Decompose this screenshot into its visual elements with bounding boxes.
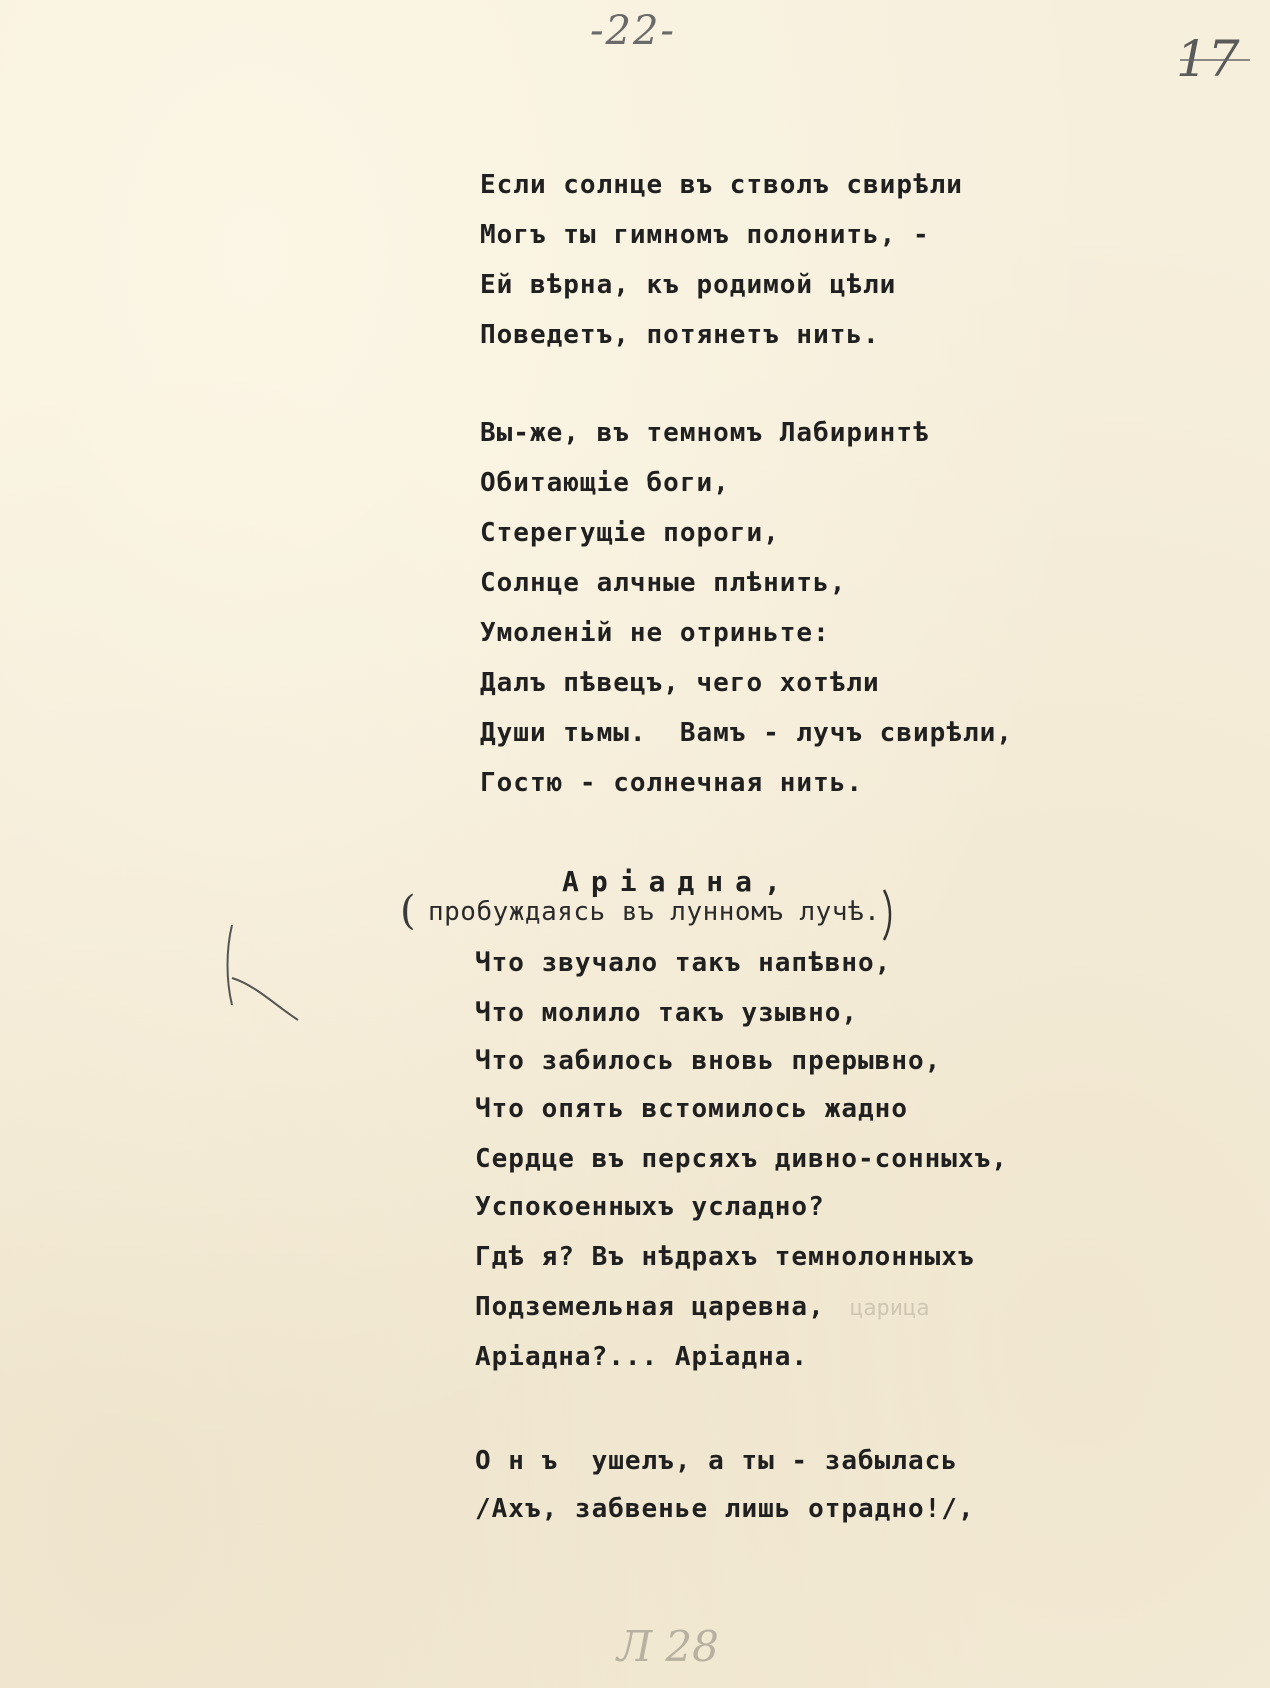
close-parenthesis-mark — [884, 890, 890, 940]
open-parenthesis: ( — [400, 888, 416, 934]
stanza2-line-3: Стерегущіе пороги, — [480, 518, 780, 548]
stanza2-line-8: Гостю - солнечная нить. — [480, 768, 864, 798]
section-subtitle: пробуждаясь въ лунномъ лучѣ. — [428, 897, 881, 927]
page-number-corner: 17 — [1176, 30, 1240, 88]
stanza3-line-5: Сердце въ персяхъ дивно-сонныхъ, — [475, 1144, 1008, 1174]
page-number-bottom: Л 28 — [617, 1622, 719, 1671]
stanza1-line-2: Могъ ты гимномъ полонить, - — [480, 220, 930, 250]
stanza2-line-4: Солнце алчные плѣнить, — [480, 568, 847, 598]
stanza1-line-4: Поведетъ, потянетъ нить. — [480, 320, 880, 350]
section-title: Аріадна, — [562, 865, 793, 898]
stanza3-line-8: Подземельная царевна, — [475, 1292, 825, 1322]
stanza3-line-4: Что опять встомилось жадно — [475, 1094, 908, 1124]
stanza2-line-7: Души тьмы. Вамъ - лучъ свирѣли, — [480, 718, 1013, 748]
margin-bracket-mark — [228, 925, 233, 1005]
margin-arrow-mark — [232, 978, 298, 1020]
stanza2-line-1: Вы-же, въ темномъ Лабиринтѣ — [480, 418, 930, 448]
stanza3-line-7: Гдѣ я? Въ нѣдрахъ темнолонныхъ — [475, 1242, 975, 1272]
stanza1-line-3: Ей вѣрна, къ родимой цѣли — [480, 270, 897, 300]
stanza3-line-6: Успокоенныхъ усладно? — [475, 1192, 825, 1222]
stanza4-line-1: О н ъ ушелъ, а ты - забылась — [475, 1446, 958, 1476]
stanza2-line-5: Умоленій не отриньте: — [480, 618, 830, 648]
stanza2-line-2: Обитающіе боги, — [480, 468, 730, 498]
stanza3-line-2: Что молило такъ узывно, — [475, 998, 859, 1028]
stanza4-line-2: /Ахъ, забвенье лишь отрадно!/, — [475, 1494, 975, 1524]
stanza3-line-3: Что забилось вновь прерывно, — [475, 1046, 942, 1076]
stanza3-line-1: Что звучало такъ напѣвно, — [475, 948, 892, 978]
stanza1-line-1: Если солнце въ стволъ свирѣли — [480, 170, 963, 200]
stanza2-line-6: Далъ пѣвецъ, чего хотѣли — [480, 668, 880, 698]
page-number-top: -22- — [590, 8, 676, 54]
faded-annotation: царица — [850, 1296, 930, 1321]
stanza3-line-9: Аріадна?... Аріадна. — [475, 1342, 809, 1372]
